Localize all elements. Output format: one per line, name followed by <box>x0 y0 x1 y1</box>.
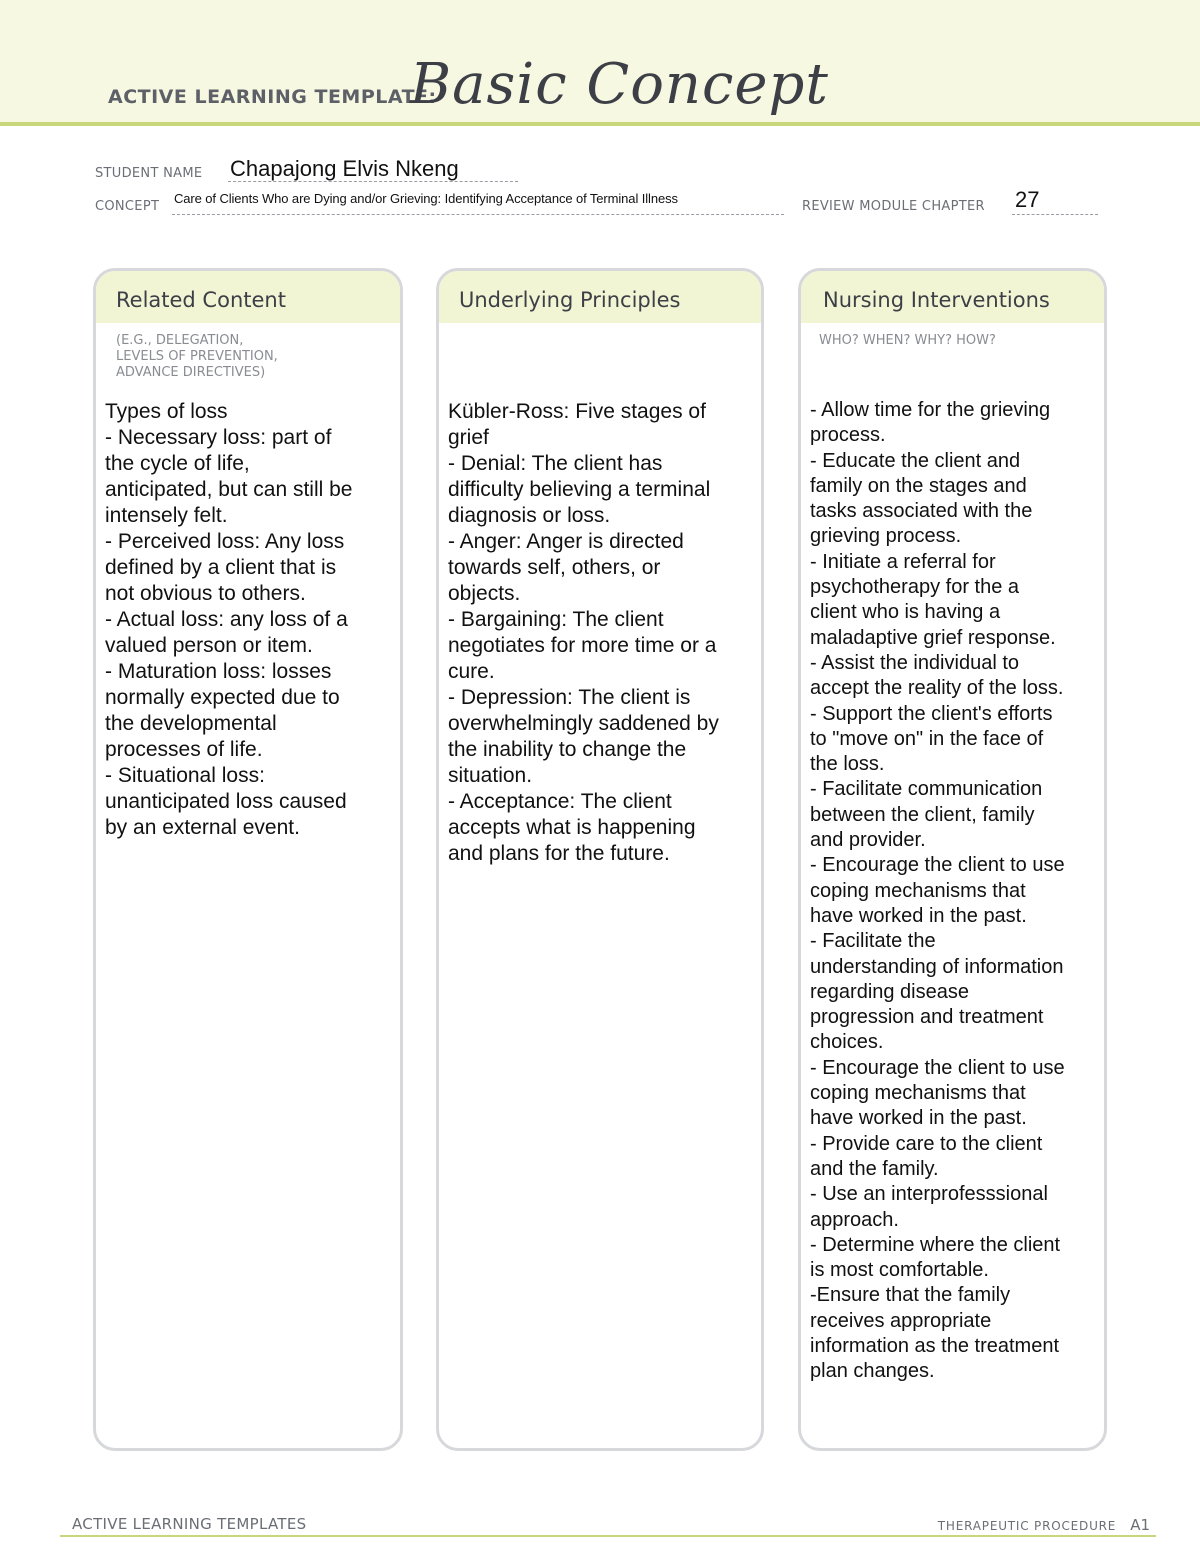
text-line: processes of life. <box>105 738 263 761</box>
text-line: and provider. <box>810 829 926 852</box>
template-title: Basic Concept <box>410 52 829 117</box>
subtitle-line: LEVELS OF PREVENTION, <box>116 349 278 364</box>
text-line: - Acceptance: The client <box>448 790 672 813</box>
text-line: the cycle of life, <box>105 452 250 475</box>
text-line: normally expected due to <box>105 686 340 709</box>
text-line: towards self, others, or <box>448 556 661 579</box>
header-divider <box>0 122 1200 126</box>
text-line: the developmental <box>105 712 277 735</box>
text-line: psychotherapy for the a <box>810 576 1020 599</box>
text-line: to "move on" in the face of <box>810 727 1044 750</box>
panel-body[interactable] <box>105 399 394 841</box>
text-line: between the client, family <box>810 803 1035 826</box>
text-line: - Use an interprofesssional <box>810 1183 1048 1206</box>
text-line: situation. <box>448 764 533 787</box>
text-line: the inability to change the <box>448 738 687 761</box>
subtitle-line: WHO? WHEN? WHY? HOW? <box>819 333 996 348</box>
subtitle-line: (E.G., DELEGATION, <box>116 333 244 348</box>
text-line: accept the reality of the loss. <box>810 677 1064 700</box>
text-line: and the family. <box>810 1157 939 1180</box>
underlying-principles-panel <box>436 268 764 1451</box>
text-line: maladaptive grief response. <box>810 626 1056 649</box>
template-label: ACTIVE LEARNING TEMPLATE: <box>108 86 437 108</box>
concept-label: CONCEPT <box>95 199 160 214</box>
text-line: - Provide care to the client <box>810 1132 1043 1155</box>
text-line: - Maturation loss: losses <box>105 660 332 683</box>
text-line: valued person or item. <box>105 634 313 657</box>
panel-subtitle <box>819 333 996 349</box>
text-line: - Educate the client and <box>810 449 1021 472</box>
panel-title: Nursing Interventions <box>823 288 1050 312</box>
student-name-field[interactable]: Chapajong Elvis Nkeng <box>230 156 459 181</box>
text-line: approach. <box>810 1208 899 1231</box>
page-number: A1 <box>1130 1516 1150 1534</box>
text-line: - Support the client's efforts <box>810 702 1053 725</box>
text-line: unanticipated loss caused <box>105 790 347 813</box>
text-line: - Situational loss: <box>105 764 265 787</box>
text-line: cure. <box>448 660 495 683</box>
text-line: and plans for the future. <box>448 842 670 865</box>
text-line: - Perceived loss: Any loss <box>105 530 345 553</box>
text-line: overwhelmingly saddened by <box>448 712 719 735</box>
text-line: - Denial: The client has <box>448 452 663 475</box>
text-line: have worked in the past. <box>810 904 1027 927</box>
text-line: receives appropriate <box>810 1309 992 1332</box>
text-line: diagnosis or loss. <box>448 504 611 527</box>
text-line: - Encourage the client to use <box>810 1056 1065 1079</box>
nursing-interventions-panel <box>798 268 1107 1451</box>
text-line: by an external event. <box>105 816 300 839</box>
text-line: grieving process. <box>810 525 962 548</box>
text-line: defined by a client that is <box>105 556 337 579</box>
text-line: - Depression: The client is <box>448 686 691 709</box>
text-line: progression and treatment <box>810 1006 1044 1029</box>
panel-body[interactable] <box>810 398 1098 1385</box>
text-line: intensely felt. <box>105 504 228 527</box>
chapter-label: REVIEW MODULE CHAPTER <box>802 199 985 214</box>
concept-field[interactable]: Care of Clients Who are Dying and/or Grieving: Identifying Acceptance of Terminal Illness <box>174 191 678 206</box>
text-line: - Actual loss: any loss of a <box>105 608 348 631</box>
text-line: process. <box>810 424 886 447</box>
text-line: objects. <box>448 582 521 605</box>
text-line: - Facilitate communication <box>810 778 1043 801</box>
text-line: tasks associated with the <box>810 500 1033 523</box>
chapter-field[interactable]: 27 <box>1015 187 1040 212</box>
student-name-label: STUDENT NAME <box>95 166 203 181</box>
text-line: - Determine where the client <box>810 1233 1061 1256</box>
text-line: Types of loss <box>105 400 228 423</box>
text-line: understanding of information <box>810 955 1064 978</box>
footer-section-label: THERAPEUTIC PROCEDURE <box>937 1519 1117 1533</box>
subtitle-line: ADVANCE DIRECTIVES) <box>116 365 266 380</box>
concept-underline <box>172 214 784 215</box>
text-line: not obvious to others. <box>105 582 306 605</box>
text-line: -Ensure that the family <box>810 1284 1011 1307</box>
text-line: Kübler-Ross: Five stages of <box>448 400 706 423</box>
panel-title: Related Content <box>116 288 286 312</box>
footer-divider <box>60 1535 1156 1537</box>
text-line: - Facilitate the <box>810 930 936 953</box>
text-line: - Necessary loss: part of <box>105 426 332 449</box>
text-line: coping mechanisms that <box>810 1082 1026 1105</box>
text-line: regarding disease <box>810 980 969 1003</box>
text-line: family on the stages and <box>810 474 1027 497</box>
text-line: accepts what is happening <box>448 816 696 839</box>
text-line: - Allow time for the grieving <box>810 399 1051 421</box>
text-line: - Encourage the client to use <box>810 854 1065 877</box>
text-line: coping mechanisms that <box>810 879 1026 902</box>
text-line: information as the treatment <box>810 1334 1060 1357</box>
text-line: - Anger: Anger is directed <box>448 530 684 553</box>
panel-title: Underlying Principles <box>459 288 681 312</box>
text-line: - Assist the individual to <box>810 651 1019 674</box>
footer-right <box>938 1516 1150 1534</box>
text-line: have worked in the past. <box>810 1107 1027 1130</box>
text-line: anticipated, but can still be <box>105 478 353 501</box>
panel-body[interactable] <box>448 399 755 867</box>
text-line: choices. <box>810 1031 884 1054</box>
text-line: the loss. <box>810 753 885 776</box>
text-line: difficulty believing a terminal <box>448 478 711 501</box>
text-line: client who is having a <box>810 601 1001 624</box>
text-line: plan changes. <box>810 1360 935 1383</box>
panel-subtitle <box>116 333 278 381</box>
text-line: is most comfortable. <box>810 1259 989 1282</box>
text-line: negotiates for more time or a <box>448 634 717 657</box>
text-line: grief <box>448 426 489 449</box>
text-line: - Initiate a referral for <box>810 550 996 573</box>
footer-left-label: ACTIVE LEARNING TEMPLATES <box>72 1515 307 1533</box>
related-content-panel <box>93 268 403 1451</box>
text-line: - Bargaining: The client <box>448 608 664 631</box>
chapter-underline <box>1012 214 1098 215</box>
